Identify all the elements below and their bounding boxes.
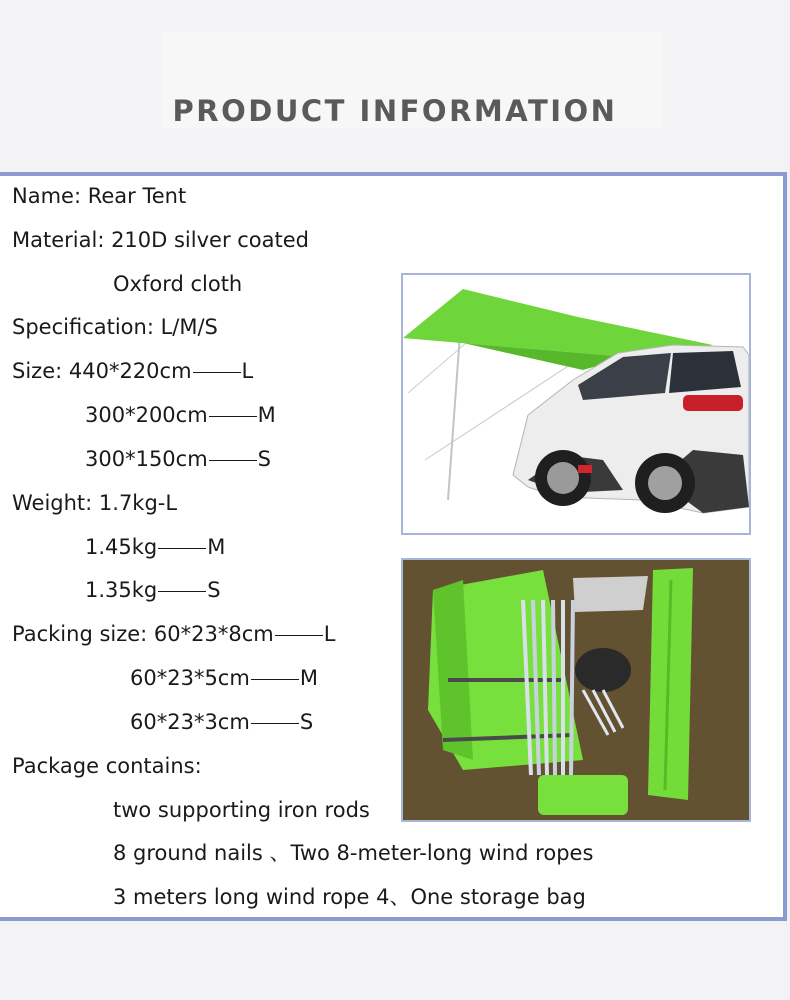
- package-heading: Package contains:: [12, 754, 202, 778]
- size-l-label: L: [241, 359, 254, 383]
- weight-m-label: M: [207, 535, 226, 559]
- page-title: PRODUCT INFORMATION: [172, 94, 618, 128]
- spec-pack-s: [130, 709, 313, 735]
- spec-material-cont: Oxford cloth: [113, 272, 243, 296]
- weight-s-label: S: [207, 578, 221, 602]
- dash: [275, 635, 323, 636]
- bottom-band: [0, 925, 790, 1000]
- spec-pack-m: [130, 665, 318, 691]
- dash: [209, 460, 257, 461]
- spec-specification: Specification: L/M/S: [12, 315, 218, 339]
- package-item-3: 3 meters long wind rope 4、One storage bag: [113, 885, 586, 909]
- dash: [158, 548, 206, 549]
- dash: [158, 591, 206, 592]
- size-l-value: Size: 440*220cm: [12, 359, 192, 383]
- pack-l-value: Packing size: 60*23*8cm: [12, 622, 274, 646]
- spec-name: Name: Rear Tent: [12, 184, 187, 208]
- dash: [209, 416, 257, 417]
- dash: [251, 679, 299, 680]
- pack-s-label: S: [299, 710, 314, 734]
- size-s-label: S: [257, 447, 272, 471]
- pack-m-label: M: [299, 666, 318, 690]
- weight-m-value: 1.45kg: [85, 535, 158, 559]
- spec-weight-m: [85, 534, 225, 560]
- pack-l-label: L: [323, 622, 336, 646]
- car-awning-photo: [401, 273, 751, 535]
- spec-size-l: [12, 358, 253, 384]
- spec-weight-s: [85, 577, 221, 603]
- size-s-value: 300*150cm: [85, 447, 208, 471]
- spec-pack-l: [12, 621, 335, 647]
- size-m-value: 300*200cm: [85, 403, 208, 427]
- dash: [193, 372, 241, 373]
- dash: [251, 723, 299, 724]
- car-awning-illustration: [403, 275, 749, 533]
- package-contents-photo: [401, 558, 751, 822]
- spec-weight-l: Weight: 1.7kg-L: [12, 491, 178, 515]
- spec-size-s: [85, 446, 271, 472]
- package-item-1: two supporting iron rods: [113, 798, 370, 822]
- package-item-2: 8 ground nails 、Two 8-meter-long wind ropes: [113, 841, 594, 865]
- weight-s-value: 1.35kg: [85, 578, 158, 602]
- spec-size-m: [85, 402, 276, 428]
- size-m-label: M: [257, 403, 276, 427]
- pack-s-value: 60*23*3cm: [130, 710, 250, 734]
- package-contents-illustration: [403, 560, 749, 820]
- spec-material: Material: 210D silver coated: [12, 228, 310, 252]
- pack-m-value: 60*23*5cm: [130, 666, 250, 690]
